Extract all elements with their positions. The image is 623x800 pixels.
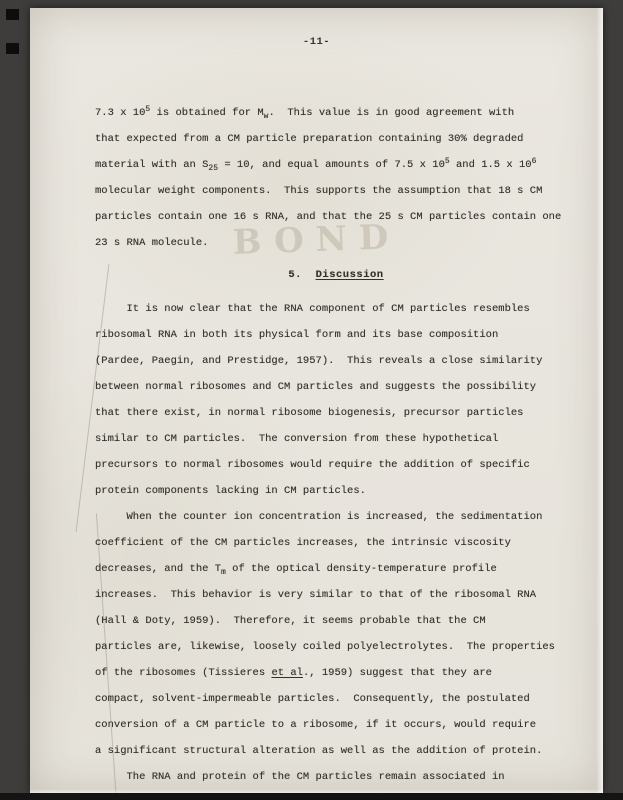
text-line: compact, solvent-impermeable particles. Consequently, the postulated: [95, 693, 530, 705]
text-line: material with an $S_{25} = 10$, and equal amounts of 7.5 x $10^5$ and 1.5 x $10^6$: [95, 157, 537, 173]
text-line: that expected from a CM particle preparation containing 30% degraded: [95, 133, 524, 145]
text-line: decreases, and the $T_m$ of the optical density-temperature profile: [95, 563, 497, 577]
document-page: [30, 8, 603, 793]
text-line: (Hall & Doty, 1959). Therefore, it seems probable that the CM: [95, 615, 486, 627]
text-line: molecular weight components. This supports the assumption that 18 s CM: [95, 185, 543, 197]
paragraph: [95, 100, 577, 256]
text-line: (Pardee, Paegin, and Prestidge, 1957). This reveals a close similarity: [95, 355, 543, 367]
text-line: increases. This behavior is very similar to that of the ribosomal RNA: [95, 589, 537, 601]
text-line: between normal ribosomes and CM particles and suggests the possibility: [95, 381, 537, 393]
text-line: When the counter ion concentration is increased, the sedimentation: [95, 511, 543, 523]
scan-bottom-bar: [0, 793, 623, 800]
text-line: 5. Discussion: [288, 269, 384, 281]
paragraph: [95, 504, 577, 764]
text-line: a significant structural alteration as well as the addition of protein.: [95, 745, 543, 757]
document-body: [95, 100, 577, 790]
text-line: The RNA and protein of the CM particles remain associated in: [95, 771, 505, 783]
registration-mark-top: [6, 9, 19, 20]
text-line: coefficient of the CM particles increases, the intrinsic viscosity: [95, 537, 511, 549]
registration-mark-bottom: [6, 43, 19, 54]
page-number: -11-: [302, 36, 331, 48]
text-line: that there exist, in normal ribosome biogenesis, precursor particles: [95, 407, 524, 419]
text-line: ribosomal RNA in both its physical form and its base composition: [95, 329, 499, 341]
page-edge-highlight-right: [596, 8, 603, 793]
paper-watermark: BOND: [232, 217, 401, 263]
paragraph: [95, 296, 577, 504]
text-line: 7.3 x $10^5$ is obtained for $M_w$. This value is in good agreement with: [95, 105, 515, 121]
text-line: of the ribosomes (Tissieres et al., 1959) suggest that they are: [95, 667, 492, 679]
text-line: conversion of a CM particle to a ribosome, if it occurs, would require: [95, 719, 537, 731]
text-line: similar to CM particles. The conversion from these hypothetical: [95, 433, 499, 445]
text-line: It is now clear that the RNA component of CM particles resembles: [95, 303, 530, 315]
section-heading: [95, 262, 577, 288]
text-line: precursors to normal ribosomes would require the addition of specific: [95, 459, 530, 471]
text-line: particles are, likewise, loosely coiled polyelectrolytes. The properties: [95, 641, 555, 653]
text-line: 23 s RNA molecule.: [95, 237, 209, 249]
text-line: protein components lacking in CM particles.: [95, 485, 366, 497]
text-line: particles contain one 16 s RNA, and that the 25 s CM particles contain one: [95, 211, 562, 223]
paragraph: [95, 764, 577, 790]
